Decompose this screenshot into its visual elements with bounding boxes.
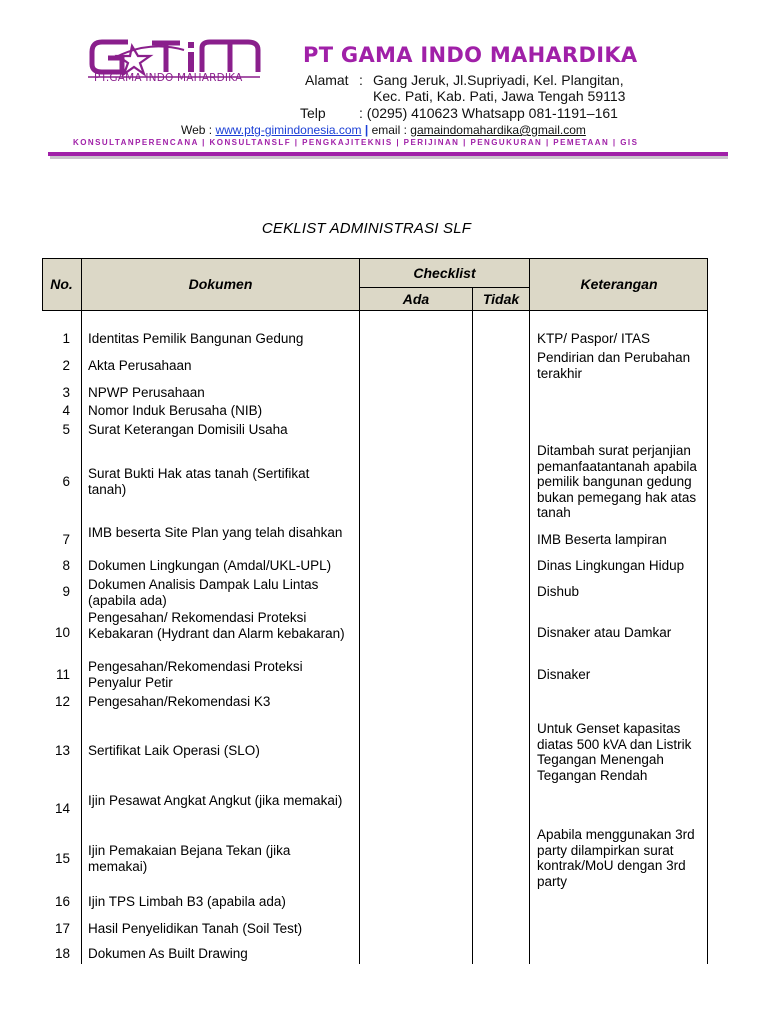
col-line-tidak <box>529 258 530 964</box>
logo-caption: PT.GAMA INDO MAHARDIKA <box>94 72 243 84</box>
address-line-1: Gang Jeruk, Jl.Supriyadi, Kel. Plangitan, <box>373 72 624 88</box>
row-15-no: 15 <box>54 851 70 866</box>
phone-value: : (0295) 410623 Whatsapp 081-1191–161 <box>359 105 618 121</box>
row-18-dokumen: Dokumen As Built Drawing <box>88 946 248 961</box>
row-14-no: 14 <box>54 801 70 816</box>
header-no <box>42 258 81 310</box>
row-10-no: 10 <box>54 625 70 640</box>
row-5-no: 5 <box>62 422 70 437</box>
row-3-dokumen: NPWP Perusahaan <box>88 385 205 400</box>
header-ada <box>360 288 472 310</box>
header-divider-shadow <box>50 156 728 159</box>
row-6-no: 6 <box>62 474 70 489</box>
row-9-dokumen: Dokumen Analisis Dampak Lalu Lintas (apabila ada) <box>88 577 319 608</box>
row-5-dokumen: Surat Keterangan Domisili Usaha <box>88 422 288 437</box>
row-18-no: 18 <box>54 946 70 961</box>
checklist-sub-divider <box>360 287 530 288</box>
row-16-dokumen: Ijin TPS Limbah B3 (apabila ada) <box>88 894 286 909</box>
services-tagline: KONSULTANPERENCANA | KONSULTANSLF | PENGKAJITEKNIS | PERIJINAN | PENGUKURAN | PEMETAAN | GIS <box>73 138 639 147</box>
row-8-no: 8 <box>62 558 70 573</box>
row-12-dokumen: Pengesahan/Rekomendasi K3 <box>88 694 271 709</box>
row-1-dokumen: Identitas Pemilik Bangunan Gedung <box>88 331 304 346</box>
row-13-no: 13 <box>54 743 70 758</box>
address-separator: : <box>359 72 363 88</box>
web-label: Web : <box>181 123 213 137</box>
row-7-keterangan: IMB Beserta lampiran <box>537 532 667 547</box>
row-11-no: 11 <box>55 667 70 682</box>
phone-label: Telp <box>300 105 326 121</box>
row-11-dokumen: Pengesahan/Rekomendasi Proteksi Penyalur Petir <box>88 659 303 690</box>
row-8-dokumen: Dokumen Lingkungan (Amdal/UKL-UPL) <box>88 558 332 573</box>
header-dokumen-label: Dokumen <box>188 276 253 292</box>
row-9-keterangan: Dishub <box>537 584 580 599</box>
row-16-no: 16 <box>54 894 70 909</box>
header-checklist <box>360 258 529 287</box>
col-line-dokumen <box>359 258 360 964</box>
header-dokumen <box>82 258 359 310</box>
col-line-left <box>42 258 43 310</box>
row-4-no: 4 <box>62 403 70 418</box>
row-8-keterangan: Dinas Lingkungan Hidup <box>537 558 685 573</box>
table-top-border <box>42 258 708 259</box>
row-13-keterangan: Untuk Genset kapasitas diatas 500 kVA dan Listrik Tegangan Menengah Tegangan Rendah <box>537 721 692 783</box>
email-label: email : <box>371 123 407 137</box>
address-label: Alamat <box>305 72 349 88</box>
company-name: PT GAMA INDO MAHARDIKA <box>303 43 638 67</box>
header-checklist-label: Checklist <box>413 264 476 281</box>
row-2-keterangan: Pendirian dan Perubahan terakhir <box>537 350 691 381</box>
row-17-dokumen: Hasil Penyelidikan Tanah (Soil Test) <box>88 921 303 936</box>
row-15-dokumen: Ijin Pemakaian Bejana Tekan (jika memakai) <box>88 843 291 874</box>
website-link[interactable]: www.ptg-gimindonesia.com <box>215 123 362 137</box>
row-10-keterangan: Disnaker atau Damkar <box>537 625 672 640</box>
col-line-no <box>81 258 82 964</box>
row-2-dokumen: Akta Perusahaan <box>88 358 192 373</box>
row-2-no: 2 <box>62 358 70 373</box>
row-17-no: 17 <box>54 921 70 936</box>
row-10-dokumen: Pengesahan/ Rekomendasi Proteksi Kebakaran (Hydrant dan Alarm kebakaran) <box>88 610 345 641</box>
email-link[interactable]: gamaindomahardika@gmail.com <box>410 123 586 137</box>
row-15-keterangan: Apabila menggunakan 3rd party dilampirkan surat kontrak/MoU dengan 3rd party <box>537 827 695 889</box>
header-no-label: No. <box>50 276 73 292</box>
col-line-right <box>707 258 708 964</box>
row-12-no: 12 <box>54 694 70 709</box>
header-tidak <box>473 288 529 310</box>
row-6-dokumen: Surat Bukti Hak atas tanah (Sertifikat tanah) <box>88 466 310 497</box>
row-4-dokumen: Nomor Induk Berusaha (NIB) <box>88 403 263 418</box>
header-tidak-label: Tidak <box>482 291 520 307</box>
row-1-keterangan: KTP/ Paspor/ ITAS <box>537 331 651 346</box>
col-line-ada <box>472 287 473 964</box>
row-9-no: 9 <box>62 584 70 599</box>
row-11-keterangan: Disnaker <box>537 667 591 682</box>
row-13-dokumen: Sertifikat Laik Operasi (SLO) <box>88 743 260 758</box>
header-keterangan <box>530 258 708 310</box>
row-3-no: 3 <box>62 385 70 400</box>
address-line-2: Kec. Pati, Kab. Pati, Jawa Tengah 59113 <box>373 88 626 104</box>
row-1-no: 1 <box>62 331 70 346</box>
header-bottom-border <box>42 310 708 311</box>
row-7-no: 7 <box>62 532 70 547</box>
contact-line <box>181 123 586 137</box>
document-title: CEKLIST ADMINISTRASI SLF <box>261 220 472 237</box>
row-14-dokumen: Ijin Pesawat Angkat Angkut (jika memakai) <box>88 793 343 808</box>
header-keterangan-label: Keterangan <box>580 276 658 292</box>
contact-separator: | <box>364 123 369 137</box>
row-7-dokumen: IMB beserta Site Plan yang telah disahkan <box>88 525 343 540</box>
header-ada-label: Ada <box>402 291 430 307</box>
row-6-keterangan: Ditambah surat perjanjian pemanfaatantanah apabila pemilik bangunan gedung bukan pemegang hak atas tanah <box>537 443 697 520</box>
